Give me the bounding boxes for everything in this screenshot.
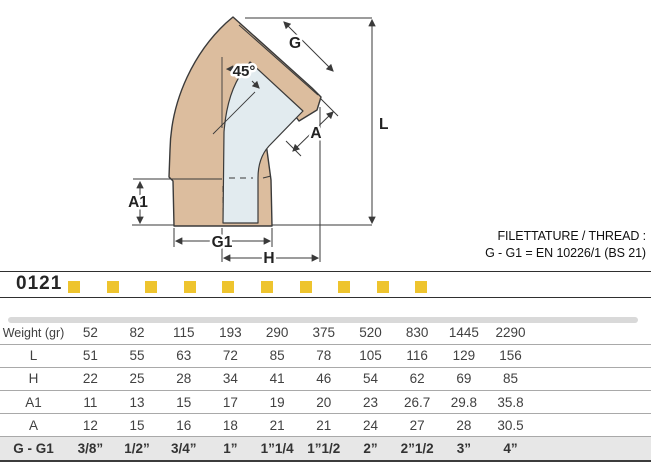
dim-label-g: G (288, 35, 302, 52)
size-available-square (338, 281, 350, 293)
fitting-technical-drawing (0, 0, 460, 268)
table-cell: 1445 (448, 325, 479, 341)
table-cell: 27 (409, 417, 425, 433)
row-label: A1 (25, 394, 42, 410)
size-available-square (415, 281, 427, 293)
table-cell: 2290 (495, 325, 526, 341)
dimensions-table (0, 322, 651, 462)
row-label: Weight (gr) (2, 325, 65, 340)
table-cell: 15 (176, 394, 192, 410)
table-cell: 30.5 (497, 417, 524, 433)
row-label: G - G1 (13, 441, 54, 457)
table-cell: 24 (362, 417, 378, 433)
table-cell: 20 (316, 394, 332, 410)
row-label: A (28, 417, 38, 433)
table-cell: 156 (499, 348, 522, 364)
thread-standard-note (485, 228, 646, 261)
table-cell: 11 (83, 394, 98, 410)
table-row (0, 414, 651, 437)
table-cell: 46 (316, 371, 332, 387)
table-cell: 35.8 (497, 394, 524, 410)
table-row (0, 322, 651, 345)
table-cell: 375 (312, 325, 336, 341)
table-cell: 85 (503, 371, 519, 387)
table-cell: 116 (406, 348, 428, 364)
table-cell: 1” (223, 441, 238, 457)
dim-label-a1: A1 (128, 194, 148, 211)
dim-label-angle: 45° (232, 63, 256, 80)
table-cell: 22 (82, 371, 98, 387)
size-available-square (300, 281, 312, 293)
table-cell: 1/2” (124, 441, 150, 457)
table-cell: 290 (265, 325, 289, 341)
table-cell: 52 (82, 325, 98, 341)
table-cell: 15 (129, 417, 145, 433)
size-available-square (377, 281, 389, 293)
size-available-square (107, 281, 119, 293)
table-cell: 21 (316, 417, 332, 433)
table-cell: 34 (222, 371, 238, 387)
code-band-bottom-rule (0, 297, 651, 298)
row-label: H (28, 371, 39, 387)
table-cell: 2”1/2 (400, 441, 434, 457)
table-row (0, 368, 651, 391)
table-cell: 28 (456, 417, 472, 433)
size-available-square (145, 281, 157, 293)
table-cell: 85 (269, 348, 285, 364)
table-cell: 28 (176, 371, 192, 387)
table-cell: 2” (363, 441, 378, 457)
table-cell: 17 (222, 394, 238, 410)
dim-label-a: A (310, 125, 322, 142)
dim-label-l: L (379, 116, 389, 133)
dim-label-h: H (263, 250, 275, 267)
table-cell: 1”1/4 (260, 441, 294, 457)
table-cell: 54 (362, 371, 378, 387)
size-available-square (184, 281, 196, 293)
table-cell: 51 (82, 348, 98, 364)
table-cell: 12 (82, 417, 98, 433)
dim-label-g1: G1 (211, 234, 233, 251)
table-row (0, 391, 651, 414)
table-cell: 193 (219, 325, 242, 341)
table-cell: 1”1/2 (307, 441, 341, 457)
thread-note-line2: G - G1 = EN 10226/1 (BS 21) (485, 245, 646, 260)
product-code: 0121 (16, 273, 63, 294)
table-cell: 72 (222, 348, 238, 364)
table-cell: 55 (129, 348, 145, 364)
table-cell: 41 (269, 371, 285, 387)
table-cell: 830 (405, 325, 429, 341)
table-cell: 520 (359, 325, 382, 341)
size-available-square (261, 281, 273, 293)
table-cell: 129 (452, 348, 476, 364)
table-cell: 29.8 (450, 394, 477, 410)
table-cell: 25 (129, 371, 145, 387)
table-row (0, 437, 651, 461)
table-cell: 26.7 (404, 394, 431, 410)
table-cell: 62 (409, 371, 425, 387)
size-available-square (68, 281, 80, 293)
size-available-square (222, 281, 234, 293)
table-cell: 23 (362, 394, 378, 410)
table-cell: 18 (222, 417, 238, 433)
table-cell: 105 (359, 348, 382, 364)
table-cell: 3/8” (77, 441, 104, 457)
table-cell: 3” (456, 441, 471, 457)
code-band-top-rule (0, 271, 651, 272)
table-cell: 21 (269, 417, 285, 433)
table-cell: 13 (129, 394, 145, 410)
table-row (0, 345, 651, 368)
table-cell: 19 (269, 394, 285, 410)
table-cell: 115 (172, 325, 195, 341)
table-cell: 82 (129, 325, 145, 341)
table-cell: 16 (176, 417, 192, 433)
table-cell: 3/4” (170, 441, 197, 457)
table-cell: 4” (503, 441, 518, 457)
table-cell: 69 (456, 371, 472, 387)
table-cell: 63 (176, 348, 192, 364)
table-cell: 78 (316, 348, 332, 364)
row-label: L (29, 348, 38, 364)
thread-note-line1: FILETTATURE / THREAD : (497, 229, 646, 243)
